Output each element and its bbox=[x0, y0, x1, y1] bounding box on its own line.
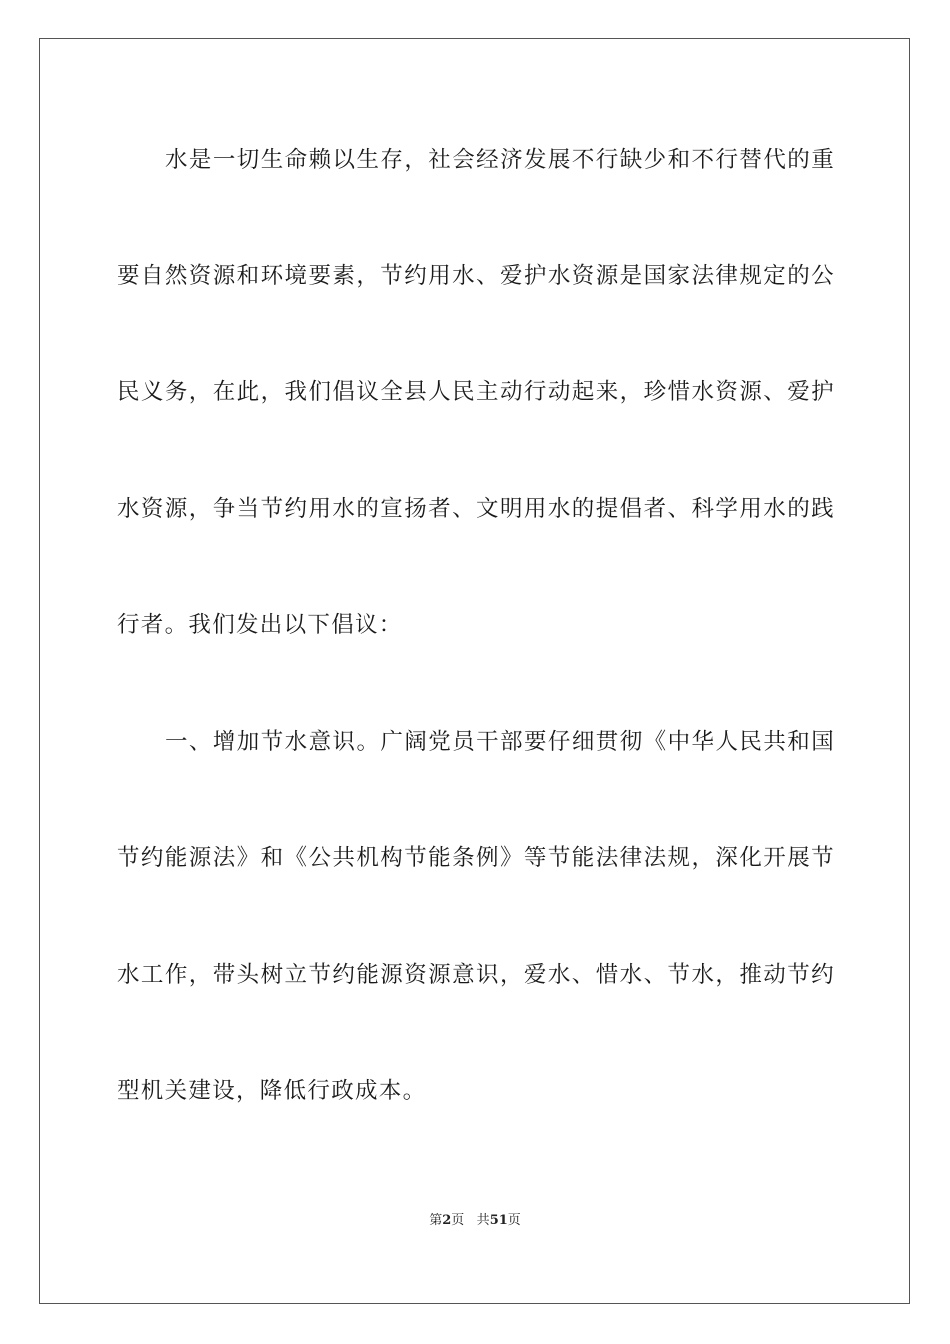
paragraph-1-line-3: 民义务，在此，我们倡议全县人民主动行动起来，珍惜水资源、爱护 bbox=[117, 379, 835, 405]
paragraph-2-line-3: 水工作，带头树立节约能源资源意识，爱水、惜水、节水，推动节约 bbox=[117, 962, 835, 988]
page-number: 2 bbox=[442, 1213, 452, 1228]
page-prefix: 第 bbox=[429, 1213, 443, 1228]
total-suffix: 页 bbox=[507, 1213, 521, 1228]
total-pages: 51 bbox=[489, 1213, 508, 1228]
paragraph-1-line-4: 水资源，争当节约用水的宣扬者、文明用水的提倡者、科学用水的践 bbox=[117, 496, 835, 522]
paragraph-1-line-1: 水是一切生命赖以生存，社会经济发展不行缺少和不行替代的重 bbox=[165, 147, 835, 173]
page-footer bbox=[0, 1209, 950, 1228]
page-border bbox=[39, 38, 910, 1304]
total-prefix: 共 bbox=[476, 1213, 490, 1228]
paragraph-2-line-1: 一、增加节水意识。广阔党员干部要仔细贯彻《中华人民共和国 bbox=[165, 729, 835, 755]
paragraph-2-line-4: 型机关建设，降低行政成本。 bbox=[117, 1078, 427, 1104]
paragraph-1-line-5: 行者。我们发出以下倡议： bbox=[117, 612, 403, 638]
page-suffix: 页 bbox=[451, 1213, 465, 1228]
paragraph-1-line-2: 要自然资源和环境要素，节约用水、爱护水资源是国家法律规定的公 bbox=[117, 263, 835, 289]
paragraph-2-line-2: 节约能源法》和《公共机构节能条例》等节能法律法规，深化开展节 bbox=[117, 845, 835, 871]
